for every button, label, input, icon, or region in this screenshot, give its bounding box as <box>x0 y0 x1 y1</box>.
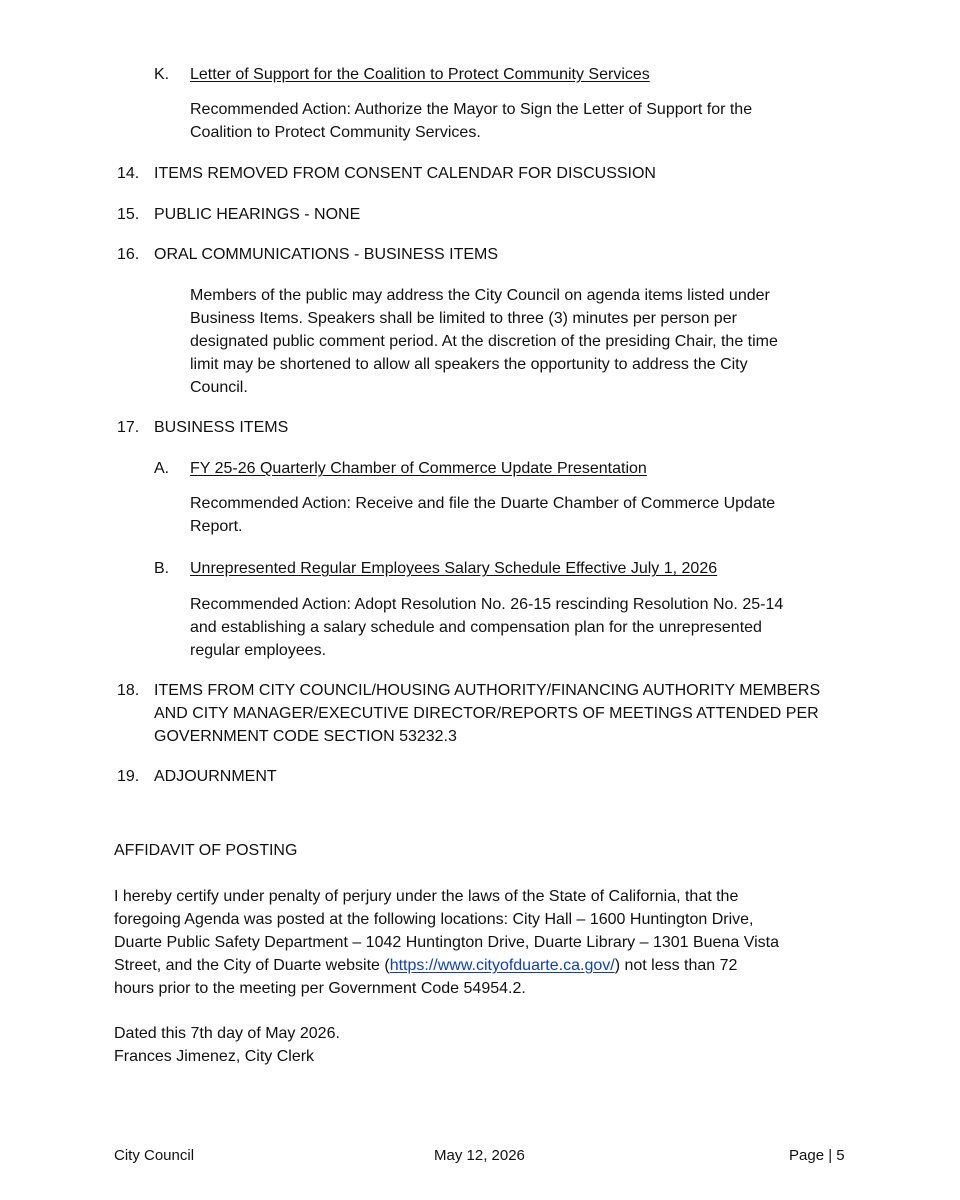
item-16-title: ORAL COMMUNICATIONS - BUSINESS ITEMS <box>154 246 499 263</box>
item-14-title: ITEMS REMOVED FROM CONSENT CALENDAR FOR DISCUSSION <box>154 165 656 182</box>
item-19-number: 19. <box>117 768 140 785</box>
item-13k-letter: K. <box>154 66 170 83</box>
footer-left: City Council <box>114 1147 195 1164</box>
footer-right: Page | 5 <box>789 1147 845 1164</box>
item-19-title: ADJOURNMENT <box>154 768 277 785</box>
item-17b-action-line-1: Recommended Action: Adopt Resolution No. 26-15 rescinding Resolution No. 25-14 <box>190 596 784 613</box>
affidavit-line-4-after: ) not less than 72 <box>614 957 738 974</box>
affidavit-line-1: I hereby certify under penalty of perjury under the laws of the State of California, that the <box>114 888 739 905</box>
item-16-body-line-4: limit may be shortened to allow all speakers the opportunity to address the City <box>190 356 748 373</box>
item-13k-action-line-1: Recommended Action: Authorize the Mayor to Sign the Letter of Support for the <box>190 101 753 118</box>
item-18-title-line-3: GOVERNMENT CODE SECTION 53232.3 <box>154 728 457 745</box>
item-16-number: 16. <box>117 246 140 263</box>
item-17-title: BUSINESS ITEMS <box>154 419 289 436</box>
affidavit-heading: AFFIDAVIT OF POSTING <box>114 842 298 859</box>
item-17a-action-line-2: Report. <box>190 518 243 535</box>
item-16-body-line-3: designated public comment period. At the discretion of the presiding Chair, the time <box>190 333 778 350</box>
item-15-number: 15. <box>117 206 140 223</box>
footer-center: May 12, 2026 <box>434 1147 525 1164</box>
item-18-title-line-1: ITEMS FROM CITY COUNCIL/HOUSING AUTHORITY/FINANCING AUTHORITY MEMBERS <box>154 682 821 699</box>
item-13k-title: Letter of Support for the Coalition to Protect Community Services <box>190 66 650 83</box>
item-17b-action-line-3: regular employees. <box>190 642 327 659</box>
item-13k-action-line-2: Coalition to Protect Community Services. <box>190 124 481 141</box>
signer-line: Frances Jimenez, City Clerk <box>114 1048 315 1065</box>
item-18-title-line-2: AND CITY MANAGER/EXECUTIVE DIRECTOR/REPORTS OF MEETINGS ATTENDED PER <box>154 705 819 722</box>
dated-line: Dated this 7th day of May 2026. <box>114 1025 340 1042</box>
item-14-number: 14. <box>117 165 140 182</box>
city-website-link[interactable]: https://www.cityofduarte.ca.gov/ <box>389 957 615 974</box>
item-17a-title: FY 25-26 Quarterly Chamber of Commerce Update Presentation <box>190 460 647 477</box>
item-17b-action-line-2: and establishing a salary schedule and compensation plan for the unrepresented <box>190 619 762 636</box>
affidavit-line-2: foregoing Agenda was posted at the following locations: City Hall – 1600 Huntington Drive, <box>114 911 754 928</box>
affidavit-line-4-before: Street, and the City of Duarte website ( <box>114 957 390 974</box>
item-16-body-line-1: Members of the public may address the City Council on agenda items listed under <box>190 287 770 304</box>
item-16-body-line-2: Business Items. Speakers shall be limited to three (3) minutes per person per <box>190 310 737 327</box>
item-18-number: 18. <box>117 682 140 699</box>
affidavit-line-5: hours prior to the meeting per Government Code 54954.2. <box>114 980 526 997</box>
item-16-body-line-5: Council. <box>190 379 248 396</box>
item-17a-letter: A. <box>154 460 170 477</box>
item-17-number: 17. <box>117 419 140 436</box>
affidavit-line-3: Duarte Public Safety Department – 1042 Huntington Drive, Duarte Library – 1301 Buena Vista <box>114 934 779 951</box>
affidavit-line-4 <box>114 954 737 977</box>
item-15-title: PUBLIC HEARINGS - NONE <box>154 206 361 223</box>
item-17b-letter: B. <box>154 560 170 577</box>
item-17b-title: Unrepresented Regular Employees Salary Schedule Effective July 1, 2026 <box>190 560 718 577</box>
item-17a-action-line-1: Recommended Action: Receive and file the Duarte Chamber of Commerce Update <box>190 495 776 512</box>
